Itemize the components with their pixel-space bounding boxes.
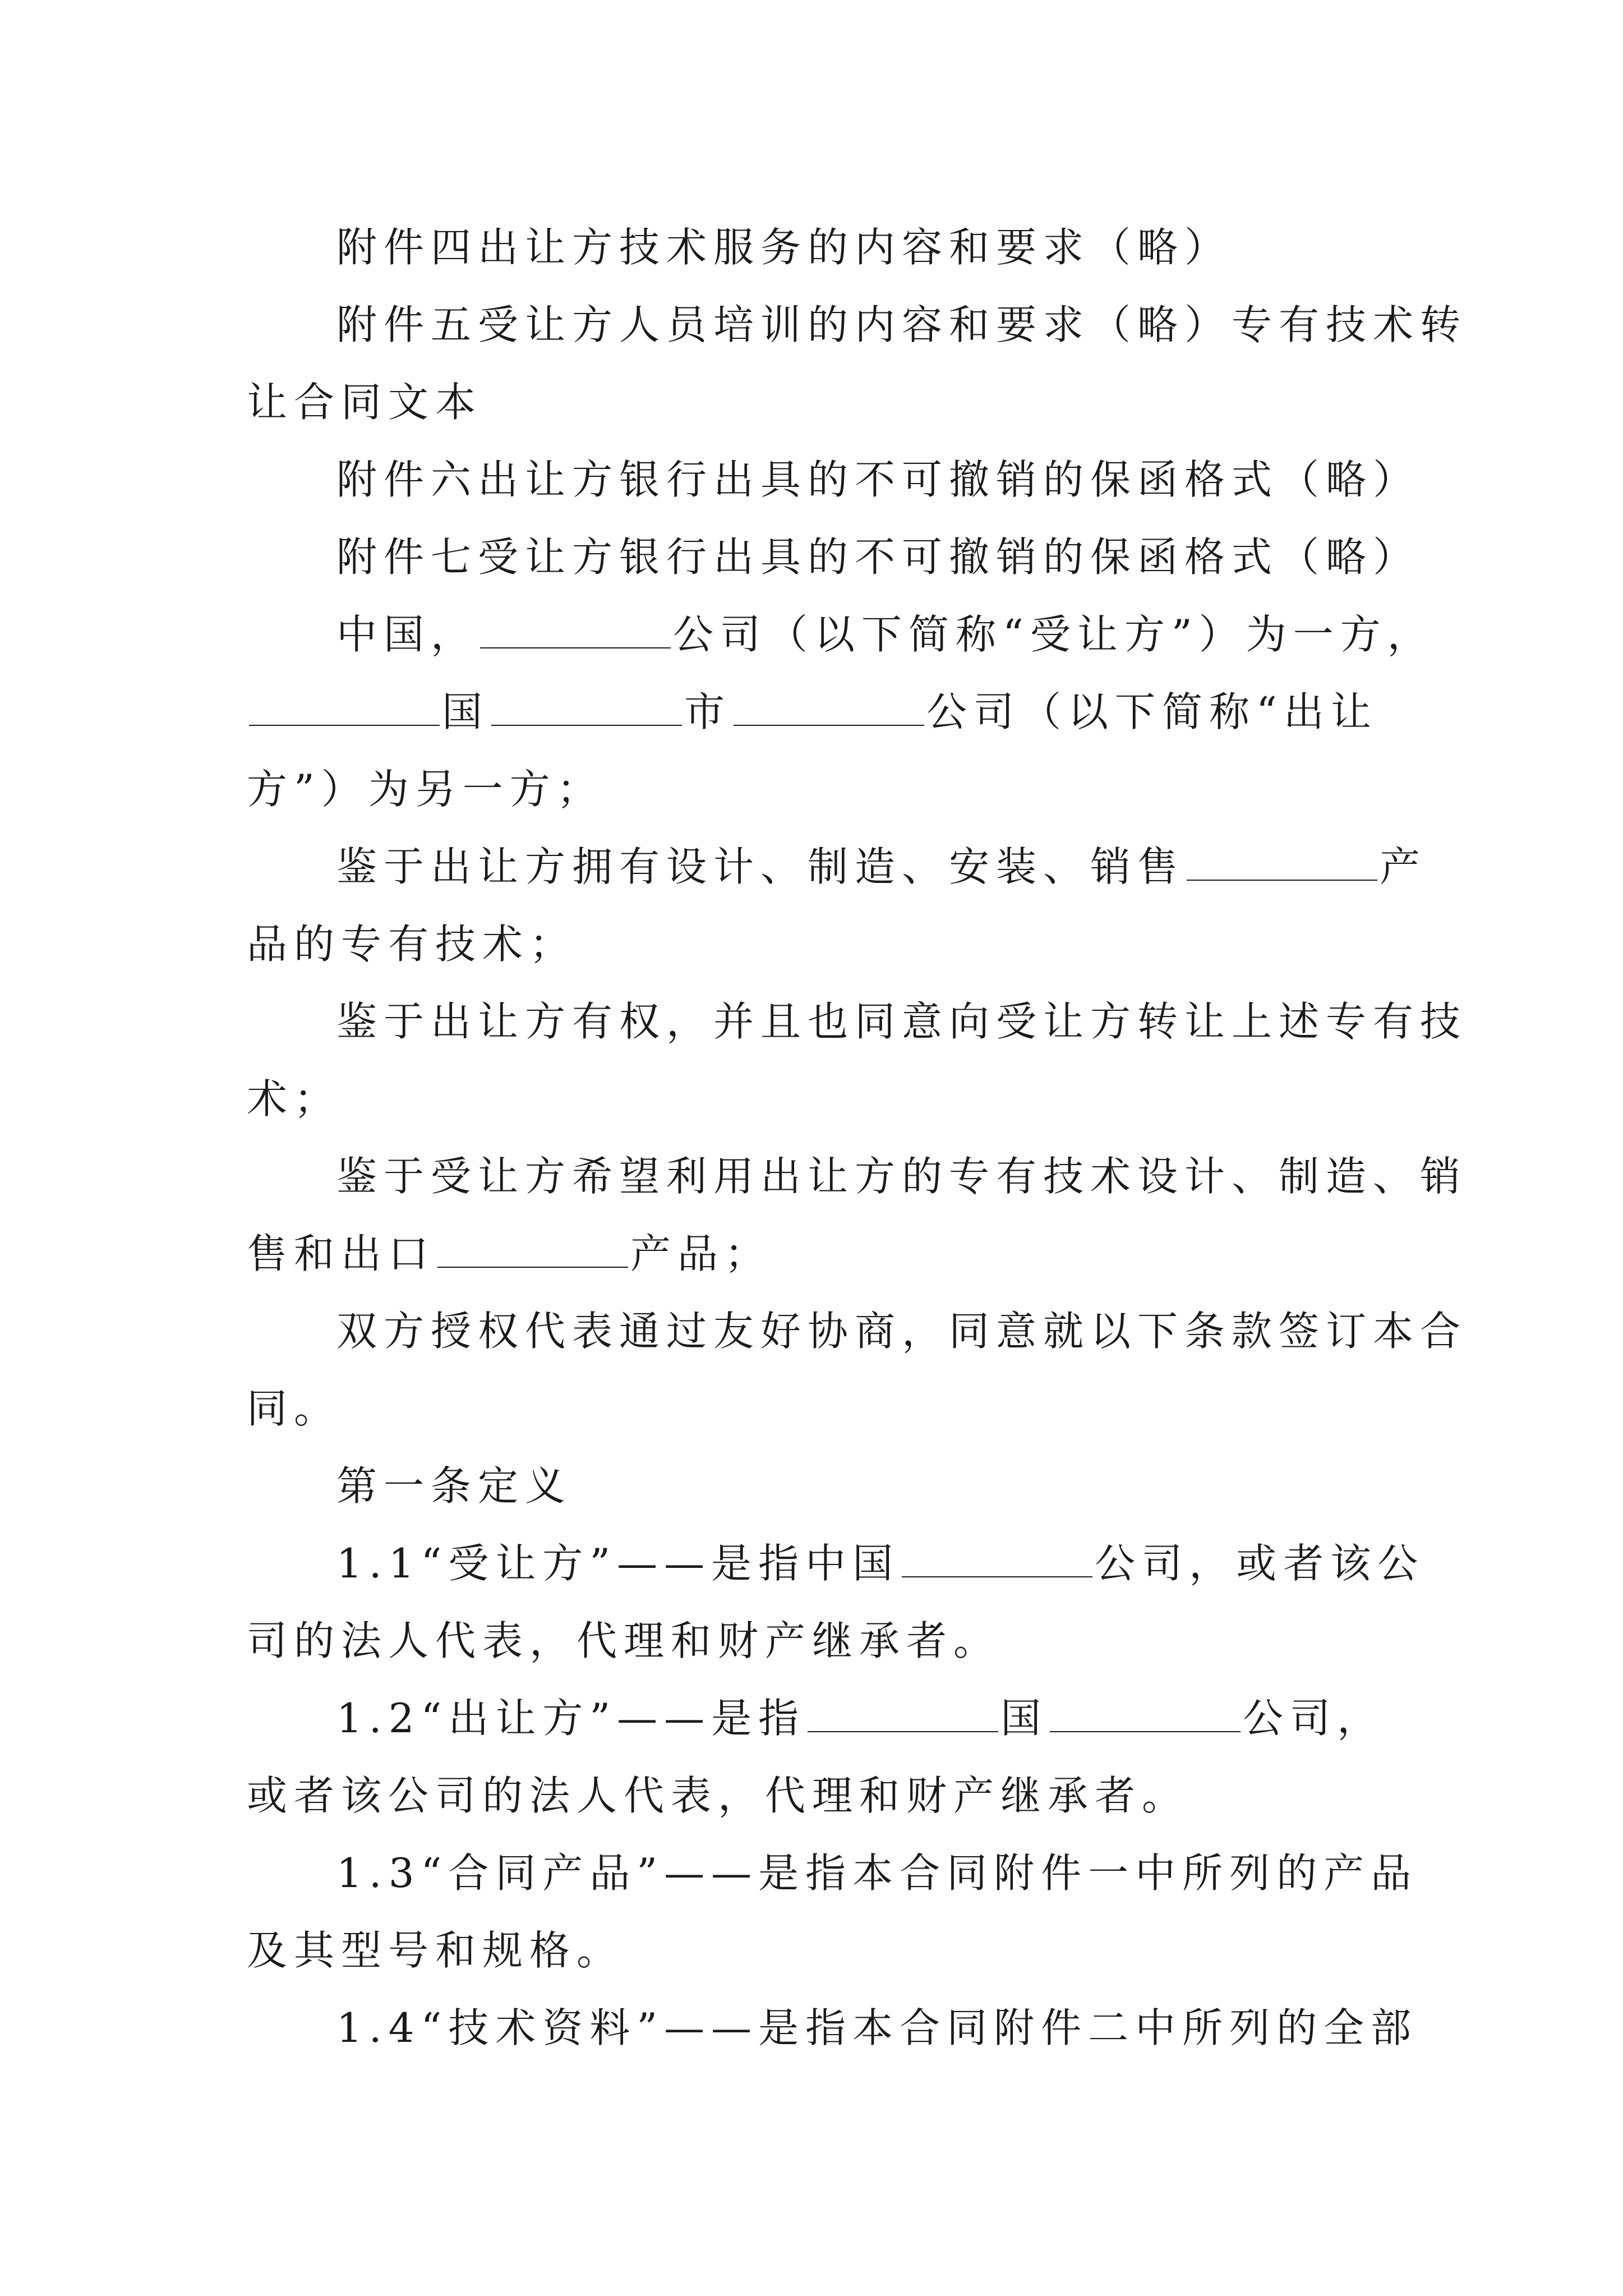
whereas-3-text-b1: 售和出口 [247, 1230, 436, 1277]
document-body [247, 209, 1468, 2067]
parties-text-c: 方”）为另一方； [247, 766, 604, 813]
parties-line-2 [247, 673, 1385, 751]
definition-1-1-text-a1: 1.1“受让方”——是指中国 [336, 1540, 900, 1587]
fill-blank [437, 1231, 628, 1268]
fill-blank [480, 611, 671, 648]
annex-5-line [247, 286, 1468, 364]
whereas-2-continuation [247, 1060, 1385, 1138]
annex-5-text-cont: 让合同文本 [247, 379, 483, 426]
fill-blank [491, 689, 682, 726]
agreement-line [247, 1292, 1468, 1370]
whereas-2-text-a: 鉴于出让方有权，并且也同意向受让方转让上述专有技 [336, 998, 1468, 1045]
definition-1-4-line [247, 1989, 1418, 2067]
definition-1-3-continuation [247, 1912, 1385, 1989]
parties-text-b1: 国 [442, 688, 490, 735]
annex-5-text: 附件五受让方人员培训的内容和要求（略）专有技术转 [336, 301, 1468, 348]
annex-6-text: 附件六出让方银行出具的不可撤销的保函格式（略） [336, 456, 1421, 503]
definition-1-1-text-a2: 公司，或者该公 [1095, 1540, 1425, 1587]
fill-blank [1187, 844, 1377, 881]
fill-blank [734, 689, 924, 726]
fill-blank [902, 1540, 1092, 1577]
annex-4-text: 附件四出让方技术服务的内容和要求（略） [336, 224, 1232, 271]
agreement-text-a: 双方授权代表通过友好协商，同意就以下条款签订本合 [336, 1308, 1468, 1355]
parties-text-b3: 公司（以下简称“出让 [926, 688, 1378, 735]
agreement-text-b: 同。 [247, 1385, 342, 1432]
whereas-3-continuation [247, 1215, 1385, 1292]
whereas-2-text-b: 术； [247, 1075, 342, 1122]
definition-1-2-continuation [247, 1757, 1385, 1834]
agreement-continuation [247, 1370, 1385, 1447]
annex-7-line [247, 518, 1421, 596]
definition-1-2-line [247, 1680, 1385, 1757]
whereas-1-text-c: 品的专有技术； [247, 921, 577, 968]
parties-text-b2: 市 [684, 688, 732, 735]
parties-line-1 [247, 596, 1435, 673]
annex-7-text: 附件七受让方银行出具的不可撤销的保函格式（略） [336, 533, 1421, 581]
annex-6-line [247, 441, 1421, 518]
fill-blank [808, 1695, 998, 1732]
annex-5-continuation [247, 364, 1385, 441]
definition-1-3-text-b: 及其型号和规格。 [247, 1927, 624, 1974]
definition-1-2-text-a1: 1.2“出让方”——是指 [336, 1695, 806, 1742]
definition-1-2-text-a3: 公司， [1243, 1695, 1385, 1742]
fill-blank [249, 689, 440, 726]
definition-1-4-text-a: 1.4“技术资料”——是指本合同附件二中所列的全部 [336, 2004, 1418, 2051]
whereas-1-continuation [247, 905, 1385, 983]
whereas-3-line [247, 1138, 1468, 1215]
annex-4-line [247, 209, 1385, 286]
definition-1-1-line [247, 1525, 1425, 1602]
whereas-1-text-a: 鉴于出让方拥有设计、制造、安装、销售 [336, 843, 1185, 890]
whereas-2-line [247, 983, 1468, 1060]
fill-blank [1050, 1695, 1241, 1732]
whereas-1-line [247, 828, 1427, 905]
article-1-heading [247, 1447, 1385, 1525]
parties-text-a2: 公司（以下简称“受让方”）为一方， [673, 611, 1435, 658]
whereas-3-text-a: 鉴于受让方希望利用出让方的专有技术设计、制造、销 [336, 1153, 1468, 1200]
definition-1-3-line [247, 1834, 1418, 1912]
parties-line-3 [247, 751, 1385, 828]
definition-1-1-text-b: 司的法人代表，代理和财产继承者。 [247, 1617, 1001, 1664]
definition-1-2-text-b: 或者该公司的法人代表，代理和财产继承者。 [247, 1772, 1189, 1819]
parties-text-a1: 中国， [336, 611, 478, 658]
definition-1-1-continuation [247, 1602, 1385, 1680]
definition-1-2-text-a2: 国 [1000, 1695, 1048, 1742]
definition-1-3-text-a: 1.3“合同产品”——是指本合同附件一中所列的产品 [336, 1849, 1418, 1897]
whereas-1-text-b: 产 [1380, 843, 1427, 890]
article-1-title: 第一条定义 [336, 1462, 573, 1510]
whereas-3-text-b2: 产品； [630, 1230, 772, 1277]
